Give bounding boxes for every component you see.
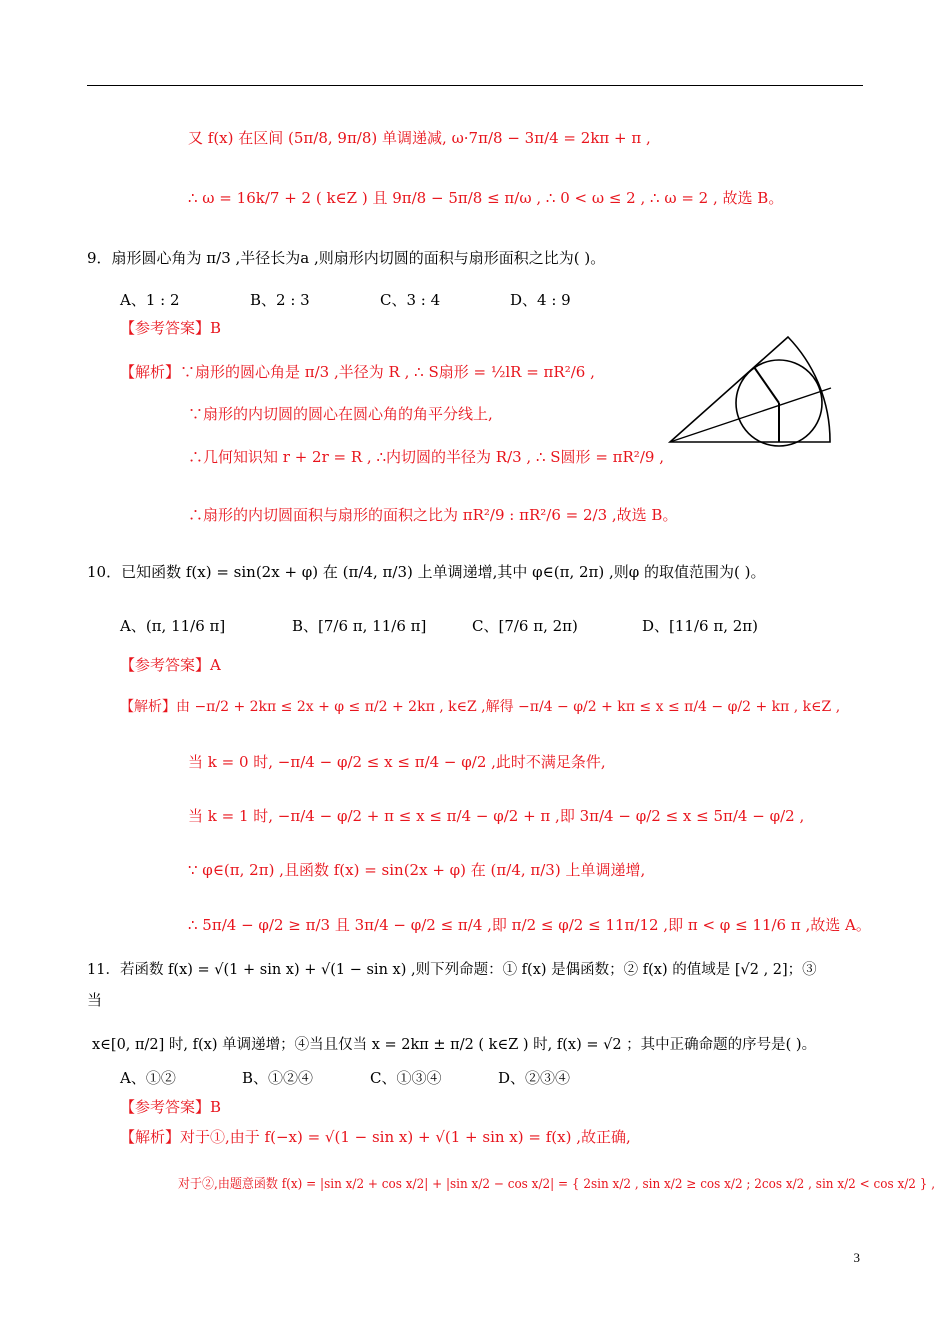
header-rule bbox=[87, 85, 863, 86]
option-d: D、②③④ bbox=[498, 1069, 571, 1087]
option-b: B、①②④ bbox=[242, 1069, 314, 1087]
option-c: C、3 : 4 bbox=[380, 291, 441, 309]
question-10-stem: 10．已知函数 f(x) = sin(2x + φ) 在 (π/4, π/3) 上单调递增,其中 φ∈(π, 2π) ,则φ 的取值范围为( )。 bbox=[87, 563, 766, 581]
solution-line: 【解析】对于①,由于 f(−x) = √(1 − sin x) + √(1 + sin x) = f(x) ,故正确, bbox=[120, 1128, 631, 1146]
solution-line: 对于②,由题意函数 f(x) = |sin x/2 + cos x/2| + |sin x/2 − cos x/2| = { 2sin x/2 , sin x/2 ≥ cos x/2 ; 2cos x/2 , sin x/2 < cos x/2 } , bbox=[178, 1177, 936, 1192]
option-a: A、(π, 11/6 π] bbox=[120, 617, 226, 635]
solution-line: 又 f(x) 在区间 (5π/8, 9π/8) 单调递减, ω·7π/8 − 3π/4 = 2kπ + π , bbox=[188, 129, 651, 147]
solution-line: ∴几何知识知 r + 2r = R , ∴内切圆的半径为 R/3 , ∴ S圆形 = πR²/9 , bbox=[188, 448, 664, 466]
option-d: D、4 : 9 bbox=[510, 291, 571, 309]
sector-outline bbox=[670, 337, 830, 442]
question-9-stem: 9．扇形圆心角为 π/3 ,半径长为a ,则扇形内切圆的面积与扇形面积之比为( )。 bbox=[87, 249, 606, 267]
option-c: C、[7/6 π, 2π) bbox=[472, 617, 578, 635]
question-11-stem-cont: 当 bbox=[87, 991, 103, 1009]
question-11-stem: 11．若函数 f(x) = √(1 + sin x) + √(1 − sin x) ,则下列命题：① f(x) 是偶函数；② f(x) 的值域是 [√2 , 2]；③ bbox=[87, 962, 817, 978]
option-b: B、[7/6 π, 11/6 π] bbox=[292, 617, 427, 635]
solution-line: 【解析】由 −π/2 + 2kπ ≤ 2x + φ ≤ π/2 + 2kπ , k∈Z ,解得 −π/4 − φ/2 + kπ ≤ x ≤ π/4 − φ/2 + kπ , k∈Z , bbox=[120, 699, 841, 715]
option-d: D、[11/6 π, 2π) bbox=[642, 617, 758, 635]
answer-label: 【参考答案】B bbox=[120, 1098, 222, 1116]
solution-line: 当 k = 0 时, −π/4 − φ/2 ≤ x ≤ π/4 − φ/2 ,此时不满足条件, bbox=[188, 753, 606, 771]
answer-label: 【参考答案】B bbox=[120, 319, 222, 337]
solution-line: 【解析】∵扇形的圆心角是 π/3 ,半径为 R , ∴ S扇形 = ½lR = πR²/6 , bbox=[120, 363, 595, 381]
page-number: 3 bbox=[853, 1250, 860, 1265]
solution-line: ∴扇形的内切圆面积与扇形的面积之比为 πR²/9 : πR²/6 = 2/3 ,故选 B。 bbox=[188, 506, 678, 524]
solution-line: 当 k = 1 时, −π/4 − φ/2 + π ≤ x ≤ π/4 − φ/2 + π ,即 3π/4 − φ/2 ≤ x ≤ 5π/4 − φ/2 , bbox=[188, 807, 805, 825]
option-a: A、1 : 2 bbox=[120, 291, 180, 309]
bisector-line bbox=[670, 388, 831, 442]
question-11-stem-cont: x∈[0, π/2] 时, f(x) 单调递增；④当且仅当 x = 2kπ ± π/2 ( k∈Z ) 时, f(x) = √2 ；其中正确命题的序号是( )。 bbox=[92, 1037, 817, 1053]
radius-to-top bbox=[754, 367, 779, 403]
sector-incircle-figure bbox=[665, 330, 845, 450]
answer-label: 【参考答案】A bbox=[120, 656, 221, 674]
option-b: B、2 : 3 bbox=[250, 291, 310, 309]
solution-line: ∵扇形的内切圆的圆心在圆心角的角平分线上, bbox=[188, 405, 493, 423]
option-c: C、①③④ bbox=[370, 1069, 442, 1087]
option-a: A、①② bbox=[120, 1069, 176, 1087]
solution-line: ∵ φ∈(π, 2π) ,且函数 f(x) = sin(2x + φ) 在 (π/4, π/3) 上单调递增, bbox=[188, 861, 646, 879]
solution-line: ∴ ω = 16k/7 + 2 ( k∈Z ) 且 9π/8 − 5π/8 ≤ π/ω , ∴ 0 < ω ≤ 2 , ∴ ω = 2 , 故选 B。 bbox=[188, 189, 784, 207]
solution-line: ∴ 5π/4 − φ/2 ≥ π/3 且 3π/4 − φ/2 ≤ π/4 ,即 π/2 ≤ φ/2 ≤ 11π/12 ,即 π < φ ≤ 11/6 π ,故选 A。 bbox=[188, 916, 871, 934]
